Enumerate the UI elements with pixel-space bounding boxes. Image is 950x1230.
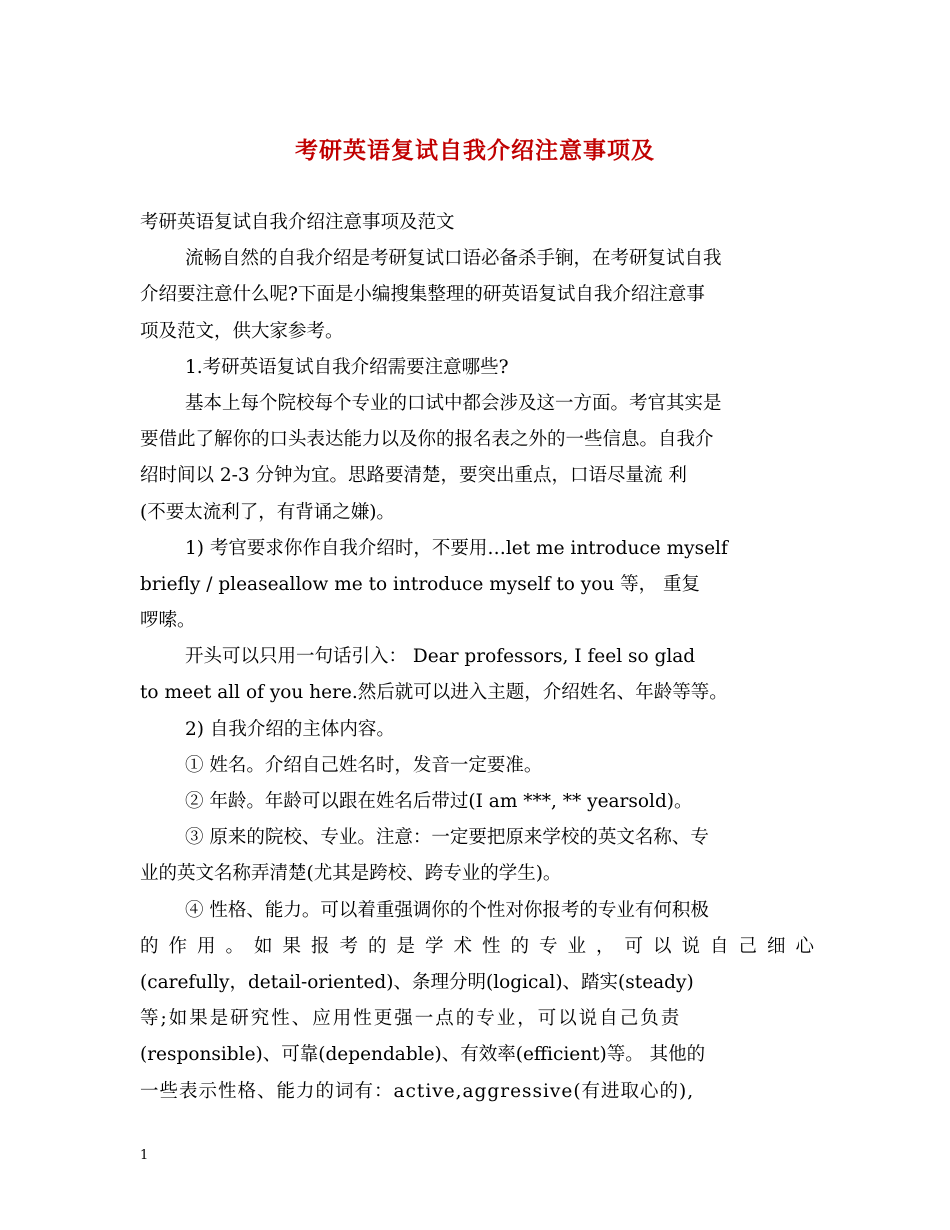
text-line: to meet all of you here.然后就可以进入主题，介绍姓名、年龄等等。: [140, 682, 728, 704]
text-line: 的作用。如果报考的是学术性的专业，可以说自己细心: [140, 935, 825, 957]
text-line: 基本上每个院校每个专业的口试中都会涉及这一方面。考官其实是: [185, 392, 722, 414]
text-line: (carefully，detail-oriented)、条理分明(logical)、踏实(steady): [140, 971, 694, 993]
text-line: 开头可以只用一句话引入： Dear professors, I feel so glad: [185, 646, 696, 668]
text-line: (responsible)、可靠(dependable)、有效率(efficient)等。 其他的: [140, 1044, 706, 1066]
text-line: 啰嗦。: [140, 610, 196, 632]
text-line: ③ 原来的院校、专业。注意：一定要把原来学校的英文名称、专: [185, 827, 709, 849]
text-line: 2) 自我介绍的主体内容。: [185, 718, 395, 740]
text-line: (不要太流利了，有背诵之嫌)。: [140, 501, 395, 523]
text-line: ① 姓名。介绍自己姓名时，发音一定要准。: [185, 754, 543, 776]
text-line: 考研英语复试自我介绍注意事项及范文: [140, 212, 455, 233]
text-line: 介绍要注意什么呢?下面是小编搜集整理的研英语复试自我介绍注意事: [140, 284, 705, 306]
document-title: 考研英语复试自我介绍注意事项及: [295, 137, 655, 164]
text-line: briefly / pleaseallow me to introduce myself to you 等， 重复: [140, 573, 701, 595]
text-line: 要借此了解你的口头表达能力以及你的报名表之外的一些信息。自我介: [140, 429, 714, 451]
text-line: 项及范文，供大家参考。: [140, 320, 344, 342]
text-line: 1) 考官要求你作自我介绍时，不要用…let me introduce myself: [185, 537, 728, 559]
document-body: [140, 205, 825, 1110]
text-line: 一些表示性格、能力的词有：active,aggressive(有进取心的),: [140, 1080, 695, 1102]
text-line: ② 年龄。年龄可以跟在姓名后带过(I am ***, ** yearsold)。: [185, 791, 693, 812]
text-line: 流畅自然的自我介绍是考研复试口语必备杀手锏，在考研复试自我: [185, 248, 722, 270]
text-line: 绍时间以 2-3 分钟为宜。思路要清楚，要突出重点，口语尽量流 利: [140, 465, 687, 487]
text-line: ④ 性格、能力。可以着重强调你的个性对你报考的专业有何积极: [185, 899, 709, 921]
text-line: 业的英文名称弄清楚(尤其是跨校、跨专业的学生)。: [140, 863, 562, 885]
text-line: 1.考研英语复试自我介绍需要注意哪些?: [185, 356, 509, 378]
text-line: 等;如果是研究性、应用性更强一点的专业，可以说自己负责: [140, 1008, 682, 1030]
page-number: 1: [140, 1148, 149, 1163]
